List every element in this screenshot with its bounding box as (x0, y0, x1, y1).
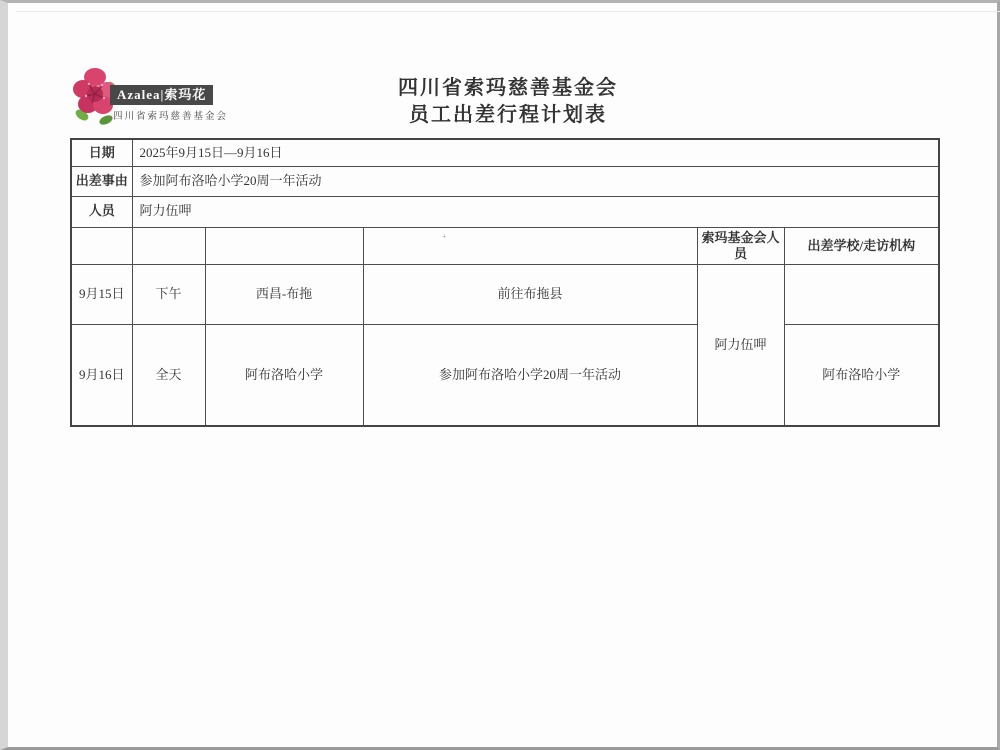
document-title (8, 75, 1000, 129)
table-row (71, 265, 939, 325)
cell-route: 阿布洛哈小学 (205, 325, 363, 426)
cell-route: 西昌-布拖 (205, 265, 363, 325)
header-empty-2 (132, 227, 205, 265)
header-empty-1 (71, 227, 132, 265)
header-school: 出差学校/走访机构 (784, 227, 939, 265)
table-header-row (71, 227, 939, 265)
table-row (71, 325, 939, 426)
info-value: 2025年9月15日—9月16日 (132, 139, 939, 166)
info-row-personnel (71, 196, 939, 227)
cell-time: 下午 (132, 265, 205, 325)
cell-date: 9月15日 (71, 265, 132, 325)
scan-artifact-speck: + (442, 232, 447, 241)
info-value: 阿力伍呷 (132, 196, 939, 227)
info-row-reason (71, 166, 939, 196)
scan-edge-line (16, 11, 1000, 12)
header-empty-4 (363, 227, 697, 265)
title-line2: 员工出差行程计划表 (409, 104, 607, 126)
cell-date: 9月16日 (71, 325, 132, 426)
title-line1: 四川省索玛慈善基金会 (398, 77, 618, 99)
header-staff: 索玛基金会人员 (697, 227, 784, 265)
cell-school: 阿布洛哈小学 (784, 325, 939, 426)
cell-activity: 参加阿布洛哈小学20周一年活动 (363, 325, 697, 426)
header-empty-3 (205, 227, 363, 265)
cell-staff-merged: 阿力伍呷 (697, 265, 784, 426)
info-row-date (71, 139, 939, 166)
info-value: 参加阿布洛哈小学20周一年活动 (132, 166, 939, 196)
info-label: 出差事由 (71, 166, 132, 196)
info-label: 人员 (71, 196, 132, 227)
cell-activity: 前往布拖县 (363, 265, 697, 325)
logo-banner-text: Azalea|索玛花 (110, 85, 213, 105)
logo-org-name: 四川省索玛慈善基金会 (113, 112, 229, 122)
info-label: 日期 (71, 139, 132, 166)
trip-plan-table (70, 138, 940, 427)
cell-time: 全天 (132, 325, 205, 426)
cell-school (784, 265, 939, 325)
